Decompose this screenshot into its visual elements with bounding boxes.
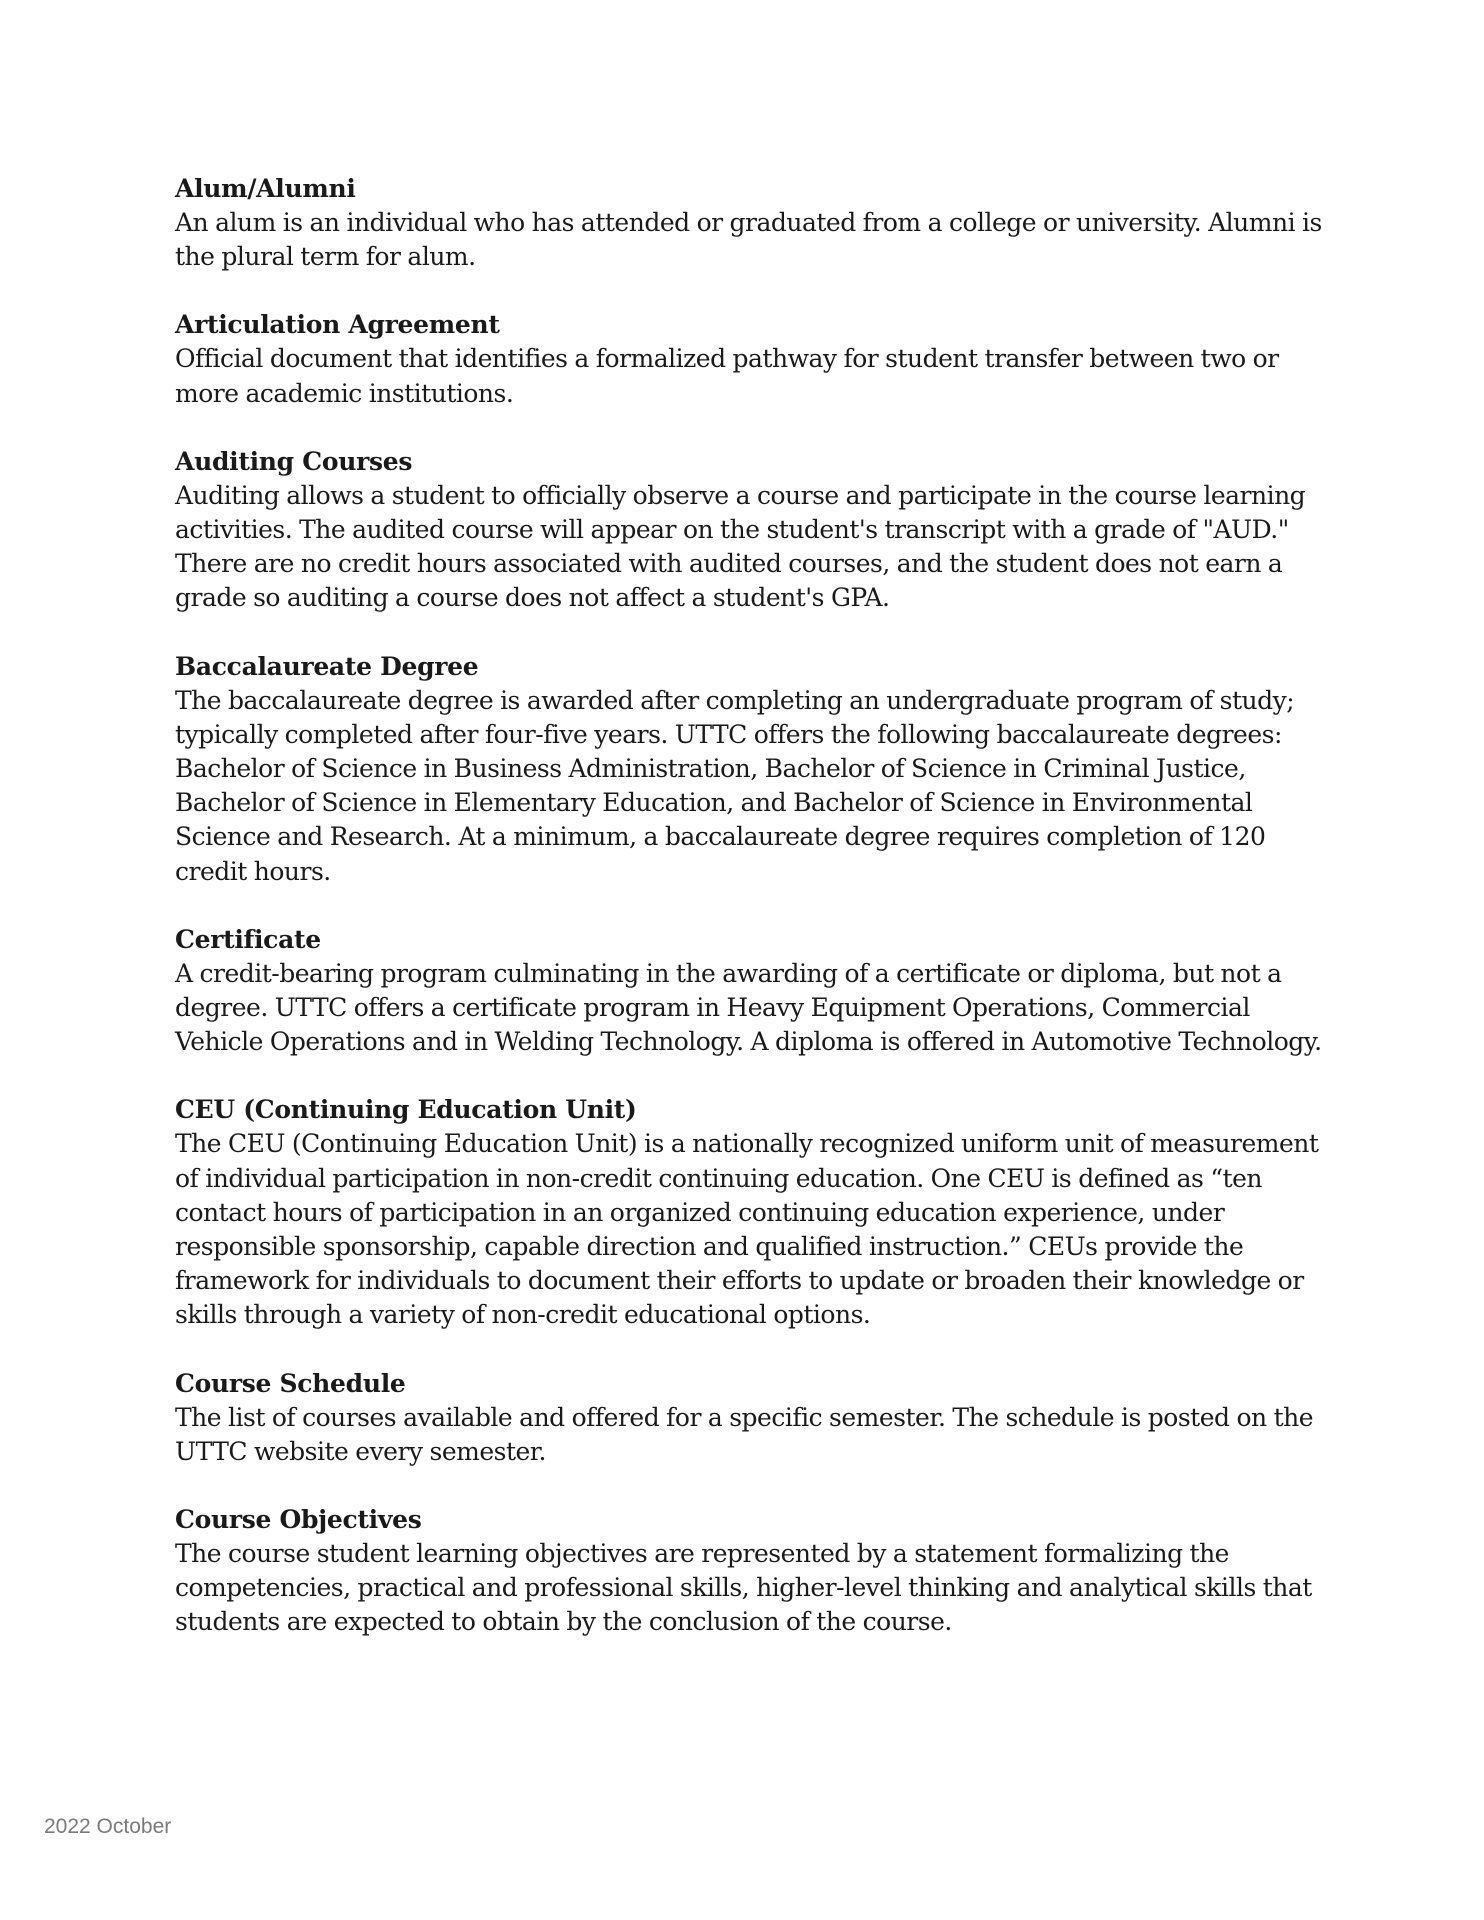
glossary-term: Course Objectives: [175, 1505, 422, 1535]
glossary-definition: Official document that identifies a formalized pathway for student transfer between two or more academic institutions.: [175, 344, 1279, 408]
glossary-entry-auditing-courses: [175, 445, 1335, 616]
footer-date: 2022 October: [44, 1815, 172, 1838]
glossary-list: [175, 172, 1335, 1674]
glossary-definition: The CEU (Continuing Education Unit) is a nationally recognized uniform unit of measurement of individual participation in non-credit continuing education. One CEU is defined as “ten contact hours of participation in an organized continuing education experience, under responsible sponsorship, capable direction and qualified instruction.” CEUs provide the framework for individuals to document their efforts to update or broaden their knowledge or skills through a variety of non-credit educational options.: [175, 1129, 1319, 1330]
glossary-term: Certificate: [175, 924, 321, 954]
glossary-entry-ceu: [175, 1093, 1335, 1332]
glossary-definition: Auditing allows a student to officially observe a course and participate in the course learning activities. The audited course will appear on the student's transcript with a grade of "AUD." There are no credit hours associated with audited courses, and the student does not earn a grade so auditing a course does not affect a student's GPA.: [175, 480, 1306, 613]
glossary-term: Articulation Agreement: [175, 310, 500, 340]
glossary-term: Alum/Alumni: [175, 174, 356, 203]
glossary-entry-baccalaureate-degree: [175, 650, 1335, 889]
glossary-term: Auditing Courses: [175, 446, 413, 476]
glossary-definition: The baccalaureate degree is awarded after completing an undergraduate program of study; typically completed after four-five years. UTTC offers the following baccalaureate degrees: Bachelor of Science in Business Administration, Bachelor of Science in Criminal Justice, Bachelor of Science in Elementary Education, and Bachelor of Science in Environmental Science and Research. At a minimum, a baccalaureate degree requires completion of 120 credit hours.: [175, 685, 1295, 886]
glossary-entry-articulation-agreement: [175, 308, 1335, 410]
glossary-entry-alum: [175, 172, 1335, 274]
glossary-term: Baccalaureate Degree: [175, 651, 479, 681]
glossary-entry-certificate: [175, 923, 1335, 1060]
glossary-entry-course-schedule: [175, 1367, 1335, 1469]
glossary-definition: The list of courses available and offered for a specific semester. The schedule is posted on the UTTC website every semester.: [175, 1402, 1314, 1466]
glossary-definition: A credit-bearing program culminating in the awarding of a certificate or diploma, but not a degree. UTTC offers a certificate program in Heavy Equipment Operations, Commercial Vehicle Operations and in Welding Technology. A diploma is offered in Automotive Technology.: [175, 958, 1322, 1057]
glossary-definition: An alum is an individual who has attended or graduated from a college or university. Alumni is the plural term for alum.: [175, 208, 1322, 272]
glossary-definition: The course student learning objectives are represented by a statement formalizing the competencies, practical and professional skills, higher-level thinking and analytical skills that students are expected to obtain by the conclusion of the course.: [175, 1539, 1312, 1637]
glossary-entry-course-objectives: [175, 1503, 1335, 1640]
glossary-term: CEU (Continuing Education Unit): [175, 1095, 637, 1125]
glossary-term: Course Schedule: [175, 1368, 406, 1398]
